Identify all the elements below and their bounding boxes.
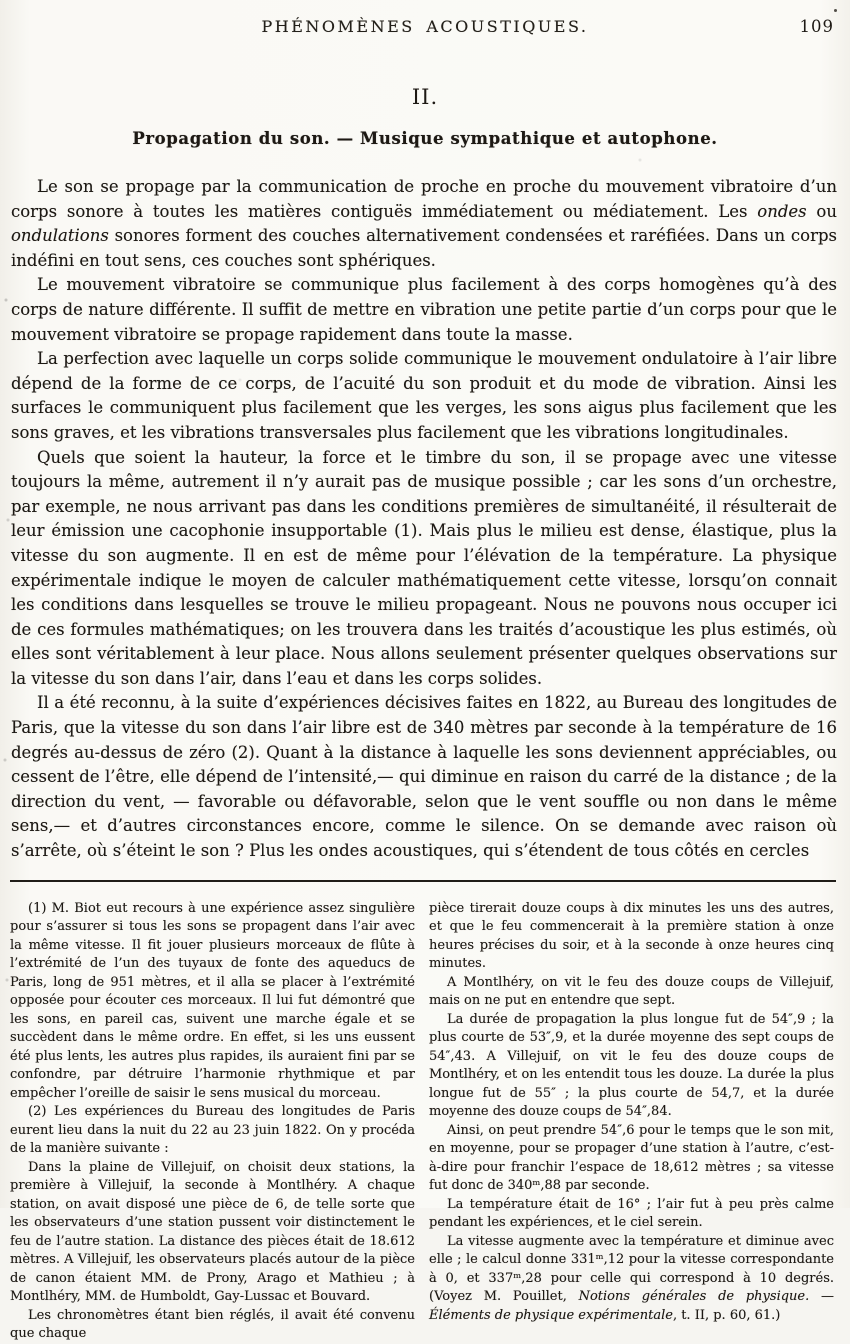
text-segment: sonores forment des couches alternativement condensées et raréfiées. Dans un corps indéfini en tout sens, ces couches sont sphériques. [11,226,837,270]
footnote-2-temperature: La température était de 16° ; l’air fut à peu près calme pendant les expériences, et le ciel serein. [429,1196,834,1231]
text-segment: — [809,1289,834,1305]
text-segment: La vitesse augmente avec la température et diminue avec elle ; le calcul donne 331ᵐ,12 pour la vitesse correspondante à 0, et 337ᵐ,28 pour celle qui correspond à 10 degrés. (Voyez M. Pouillet, [429,1233,834,1305]
page-number: 109 [799,17,834,36]
footnote-2-pouillet [429,1233,834,1326]
main-paragraph-2: Le mouvement vibratoire se communique plus facilement à des corps homogènes qu’à des corps de nature différente. Il suffit de mettre en vibration une petite partie d’un corps pour que le mouvement vibratoire se propage rapidement dans toute la masse. [11,275,837,344]
footnote-2-vitesse: Ainsi, on peut prendre 54″,6 pour le temps que le son mit, en moyenne, pour se propager d’une station à l’autre, c’est-à-dire pour franchir l’espace de 18,612 mètres ; sa vitesse fut donc de 340ᵐ,88 par seconde. [429,1122,834,1194]
main-paragraph-4: Quels que soient la hauteur, la force et le timbre du son, il se propage avec une vitesse toujours la même, autrement il n’y aurait pas de musique possible ; car les sons d’un orchestre, par exemple, ne nous arrivant pas dans les conditions premières de simultanéité, il résulterait de leur émission une cacophonie insupportable (1). Mais plus le milieu est dense, élastique, plus la vitesse du son augmente. Il en est de même pour l’élévation de la température. La physique expérimentale indique le moyen de calculer mathématiquement cette vitesse, lorsqu’on connait les conditions dans lesquelles se trouve le milieu propageant. Nous ne pouvons nous occuper ici de ces formules mathématiques; on les trouvera dans les traités d’acoustique les plus estimés, où elles sont véritablement à leur place. Nous allons seulement présenter quelques observations sur la vitesse du son dans l’air, dans l’eau et dans les corps solides. [11,447,837,688]
main-paragraph-3: La perfection avec laquelle un corps solide communique le mouvement ondulatoire à l’air libre dépend de la forme de ce corps, de l’acuité du son produit et du mode de vibration. Ainsi les surfaces le communiquent plus facilement que les verges, les sons aigus plus facilement que les sons graves, et les vibrations transversales plus facilement que les vibrations longitudinales. [11,349,837,442]
footnote-2-montlhery: A Montlhéry, on vit le feu des douze coups de Villejuif, mais on ne put en entendre que sept. [429,974,834,1009]
footnote-column-right [429,900,834,1344]
text-segment: , t. II, p. 60, 61.) [672,1307,781,1323]
main-paragraph-5: Il a été reconnu, à la suite d’expériences décisives faites en 1822, au Bureau des longitudes de Paris, que la vitesse du son dans l’air libre est de 340 mètres par seconde à la température de 16 degrés au-dessus de zéro (2). Quant à la distance à laquelle les sons deviennent appréciables, ou cessent de l’être, elle dépend de l’intensité,— qui diminue en raison du carré de la distance ; de la direction du vent, — favorable ou défavorable, selon que le vent souffle ou non dans le même sens,— et d’autres circonstances encore, comme le silence. On se demande avec raison où s’arrête, où s’éteint le son ? Plus les ondes acoustiques, qui s’étendent de tous côtés en cercles [11,693,837,861]
main-text-block [11,175,837,864]
footnote-1: (1) M. Biot eut recours à une expérience assez singulière pour s’assurer si tous les sons se propagent dans l’air avec la même vitesse. Il fit jouer plusieurs morceaux de flûte à l’extrémité de l’un des tuyaux de fonte des aqueducs de Paris, long de 951 mètres, et il alla se placer à l’extrémité opposée pour écouter ces morceaux. Il lui fut démontré que les sons, en pareil cas, suivent une marche égale et se succèdent dans le même ordre. En effet, si les uns eussent été plus lents, les autres plus rapides, ils auraient fini par se confondre, par détruire l’harmonie rhythmique et par empêcher l’oreille de saisir le sens musical du morceau. [10,900,415,1101]
chapter-heading: Propagation du son. — Musique sympathique et autophone. [132,129,718,148]
italic-title-elements: Éléments de physique expérimentale [429,1307,673,1323]
footnote-2-durees: La durée de propagation la plus longue fut de 54″,9 ; la plus courte de 53″,9, et la durée moyenne des sept coups de 54″,43. A Villejuif, on vit le feu des douze coups de Montlhéry, et on les entendit tous les douze. La durée la plus longue fut de 55″ ; la plus courte de 54,7, et la durée moyenne des douze coups de 54″,84. [429,1011,834,1120]
footnote-2-continuation: pièce tirerait douze coups à dix minutes les uns des autres, et que le feu commencerait à la première station à onze heures précises du soir, et à la seconde à onze heures cinq minutes. [429,900,834,972]
italic-term-ondes: ondes [757,201,807,221]
section-numeral: II. [411,85,439,109]
text-segment: ou [806,201,837,221]
footnote-column-left [10,900,415,1344]
running-title: PHÉNOMÈNES ACOUSTIQUES. [261,17,589,36]
footnote-2-villejuif: Dans la plaine de Villejuif, on choisit deux stations, la première à Villejuif, la seconde à Montlhéry. A chaque station, on avait disposé une pièce de 6, de telle sorte que les observateurs d’une station pussent voir distinctement le feu de l’autre station. La distance des pièces était de 18.612 mètres. A Villejuif, les observateurs placés autour de la pièce de canon étaient MM. de Prony, Arago et Mathieu ; à Montlhéry, MM. de Humboldt, Gay-Lussac et Bouvard. [10,1159,415,1305]
footnotes-section [10,900,838,1344]
footnote-separator-rule [10,880,836,882]
text-segment: Le son se propage par la communication de proche en proche du mouvement vibratoire d’un corps sonore à toutes les matières contiguës immédiatement ou médiatement. Les [11,177,837,221]
footnote-2: (2) Les expériences du Bureau des longitudes de Paris eurent lieu dans la nuit du 22 au 23 juin 1822. On y procéda de la manière suivante : [10,1104,415,1157]
page-header [0,0,850,36]
main-paragraph-1 [11,175,837,273]
italic-term-ondulations: ondulations [11,226,109,246]
footnote-2-chronometres: Les chronomètres étant bien réglés, il avait été convenu que chaque [10,1307,415,1342]
italic-title-notions: Notions générales de physique. [578,1289,810,1305]
